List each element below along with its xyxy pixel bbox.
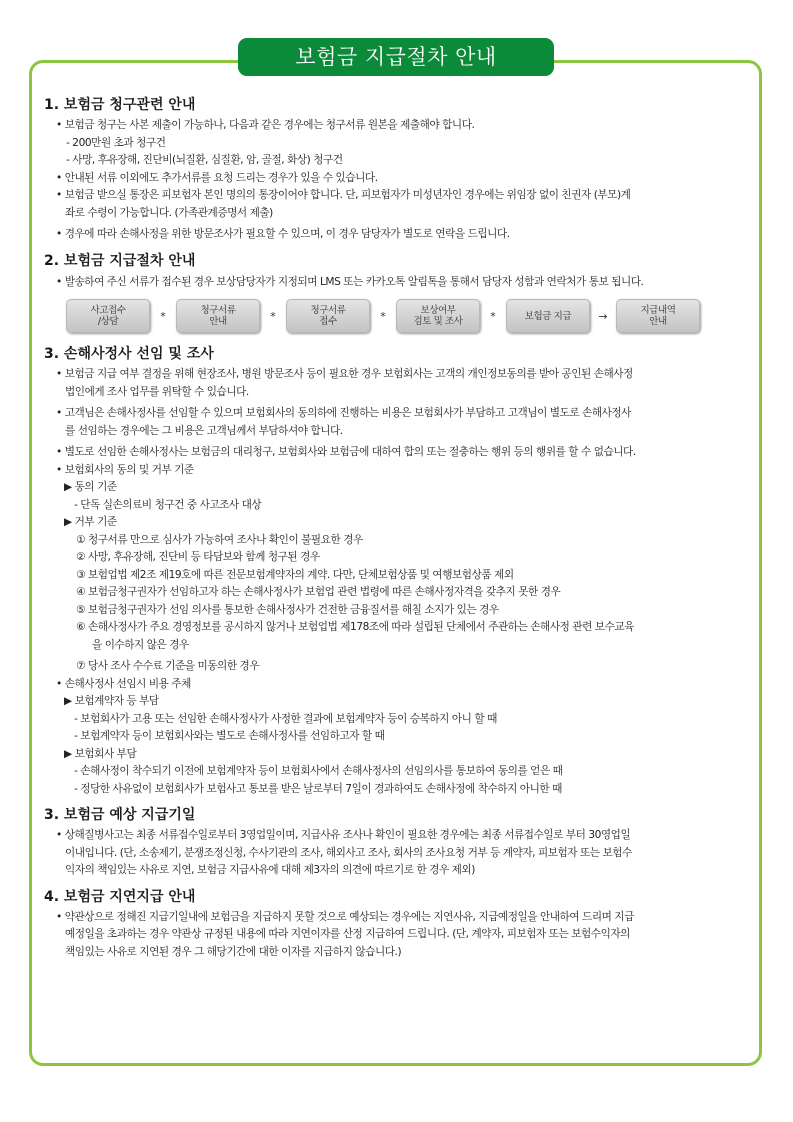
bullet-item: • 발송하여 주신 서류가 접수된 경우 보상담당자가 지정되며 LMS 또는 카카오톡 알림톡을 통해서 담당자 성함과 연락처가 통보 됩니다. [56,275,644,288]
bullet-continuation: 익자의 책임있는 사유로 지연, 보험금 지급사유에 대해 제3자의 의견에 따르기로 한 경우 제외) [65,864,475,876]
bullet-item: • 보험금 지급 여부 결정을 위해 현장조사, 병원 방문조사 등이 필요한 경우 보험회사는 고객의 개인정보동의를 받아 공인된 손해사정 [56,368,633,380]
section-expected-payment-date [44,806,756,880]
bullet-item: • 별도로 선임한 손해사정사는 보험금의 대리청구, 보험회사와 보험금에 대하여 합의 또는 절충하는 행위 등의 행위를 할 수 없습니다. [56,446,636,458]
flow-separator: * [490,309,496,323]
flow-separator: * [270,309,276,323]
flow-step-review: 보상여부 검토 및 조사 [396,299,480,333]
bullet-continuation: 법인에게 조사 업무를 위탁할 수 있습니다. [65,385,249,398]
bullet-continuation: 책임있는 사유로 지연된 경우 그 해당기간에 대한 이자를 지급하지 않습니다.) [65,945,402,958]
numbered-item: ⑤ 보험금청구권자가 선임 의사를 통보한 손해사정사가 건전한 금융질서를 해칠 소지가 있는 경우 [76,603,499,616]
document-body [44,96,756,961]
criteria-heading: ▶ 동의 기준 [64,481,117,493]
procedure-flow [66,299,756,333]
arrow-right-icon: → [598,309,608,323]
bullet-item: • 경우에 따라 손해사정을 위한 방문조사가 필요할 수 있으며, 이 경우 담당자가 별도로 연락을 드립니다. [56,228,510,240]
sub-item: - 사망, 후유장해, 진단비(뇌질환, 심질환, 암, 골절, 화상) 청구건 [66,154,343,166]
section-heading: 3. 손해사정사 선임 및 조사 [44,346,214,362]
bullet-item: • 보험금 청구는 사본 제출이 가능하나, 다음과 같은 경우에는 청구서류 원본을 제출해야 합니다. [56,119,475,131]
bullet-item: • 약관상으로 정해진 지급기일내에 보험금을 지급하지 못할 것으로 예상되는 경우에는 지연사유, 지급예정일을 안내하여 드리며 지급 [56,910,634,923]
numbered-item: ③ 보험업법 제2조 제19호에 따른 전문보험계약자의 계약. 다만, 단체보험상품 및 여행보험상품 제외 [76,568,514,581]
bullet-item: • 손해사정사 선임시 비용 주체 [56,677,191,690]
flow-step-consultation: 사고접수 /상담 [66,299,150,333]
numbered-item: ④ 보험금청구권자가 선임하고자 하는 손해사정사가 보험업 관련 법령에 따른 손해사정자격을 갖추지 못한 경우 [76,586,561,598]
flow-separator: * [160,309,166,323]
sub-item: - 보험회사가 고용 또는 선임한 손해사정사가 사정한 결과에 보험계약자 등이 승복하지 아니 할 때 [74,712,497,725]
bullet-item: • 보험금 받으실 통장은 피보험자 본인 명의의 통장이어야 합니다. 단, 피보험자가 미성년자인 경우에는 위임장 없이 친권자 (부모)계 [56,189,631,201]
flow-step-payment-notice: 지급내역 안내 [616,299,700,333]
bullet-continuation: 를 선임하는 경우에는 그 비용은 고객님께서 부담하셔야 합니다. [65,424,343,437]
criteria-heading: ▶ 보험계약자 등 부담 [64,695,159,707]
sub-item: - 정당한 사유없이 보험회사가 보험사고 통보를 받은 날로부터 7일이 경과하여도 손해사정에 착수하지 아니한 때 [74,782,562,795]
bullet-continuation: 이내입니다. (단, 소송제기, 분쟁조정신청, 수사기관의 조사, 해외사고 조사, 회사의 조사요청 거부 등 계약자, 피보험자 또는 보험수 [65,846,632,859]
criteria-heading: ▶ 거부 기준 [64,516,117,528]
numbered-item: ⑥ 손해사정사가 주요 경영정보를 공시하지 않거나 보험업법 제178조에 따라 설립된 단체에서 주관하는 손해사정 관련 보수교육 [76,621,634,633]
sub-item: - 200만원 초과 청구건 [66,136,166,149]
numbered-item: ② 사망, 후유장해, 진단비 등 타담보와 함께 청구된 경우 [76,551,320,563]
bullet-item: • 보험회사의 동의 및 거부 기준 [56,463,194,476]
section-heading: 3. 보험금 예상 지급기일 [44,807,196,823]
flow-separator: * [380,309,386,323]
bullet-continuation: 좌로 수령이 가능합니다. (가족관계증명서 제출) [65,206,273,219]
section-claim-info [44,96,756,244]
flow-step-document-receipt: 청구서류 접수 [286,299,370,333]
bullet-item: • 안내된 서류 이외에도 추가서류를 요청 드리는 경우가 있을 수 있습니다. [56,171,378,184]
numbered-item: ⑦ 당사 조사 수수료 기준을 미동의한 경우 [76,660,260,672]
section-adjuster [44,345,756,798]
bullet-item: • 고객님은 손해사정사를 선임할 수 있으며 보험회사의 동의하에 진행하는 비용은 보험회사가 부담하고 고객님이 별도로 손해사정사 [56,407,631,419]
numbered-continuation: 을 이수하지 않은 경우 [92,638,189,651]
flow-step-payment: 보험금 지급 [506,299,590,333]
sub-item: - 단독 실손의료비 청구건 중 사고조사 대상 [74,498,262,511]
sub-item: - 보험계약자 등이 보험회사와는 별도로 손해사정사를 선임하고자 할 때 [74,730,385,742]
section-delayed-payment [44,888,756,962]
sub-item: - 손해사정이 착수되기 이전에 보험계약자 등이 보험회사에서 손해사정사의 선임의사를 통보하여 동의를 얻은 때 [74,765,563,777]
page-title: 보험금 지급절차 안내 [238,38,554,76]
bullet-continuation: 예정일을 초과하는 경우 약관상 규정된 내용에 따라 지연이자를 산정 지급하여 드립니다. (단, 계약자, 피보험자 또는 보험수익자의 [65,928,630,940]
flow-step-document-guide: 청구서류 안내 [176,299,260,333]
criteria-heading: ▶ 보험회사 부담 [64,747,137,760]
section-heading: 1. 보험금 청구관련 안내 [44,97,196,113]
bullet-item: • 상해질병사고는 최종 서류접수일로부터 3영업일이며, 지급사유 조사나 확인이 필요한 경우에는 최종 서류접수일로 부터 30영업일 [56,829,631,841]
section-heading: 2. 보험금 지급절차 안내 [44,252,196,269]
section-payment-procedure [44,252,756,334]
numbered-item: ① 청구서류 만으로 심사가 가능하여 조사나 확인이 불필요한 경우 [76,533,363,546]
section-heading: 4. 보험금 지연지급 안내 [44,888,196,905]
